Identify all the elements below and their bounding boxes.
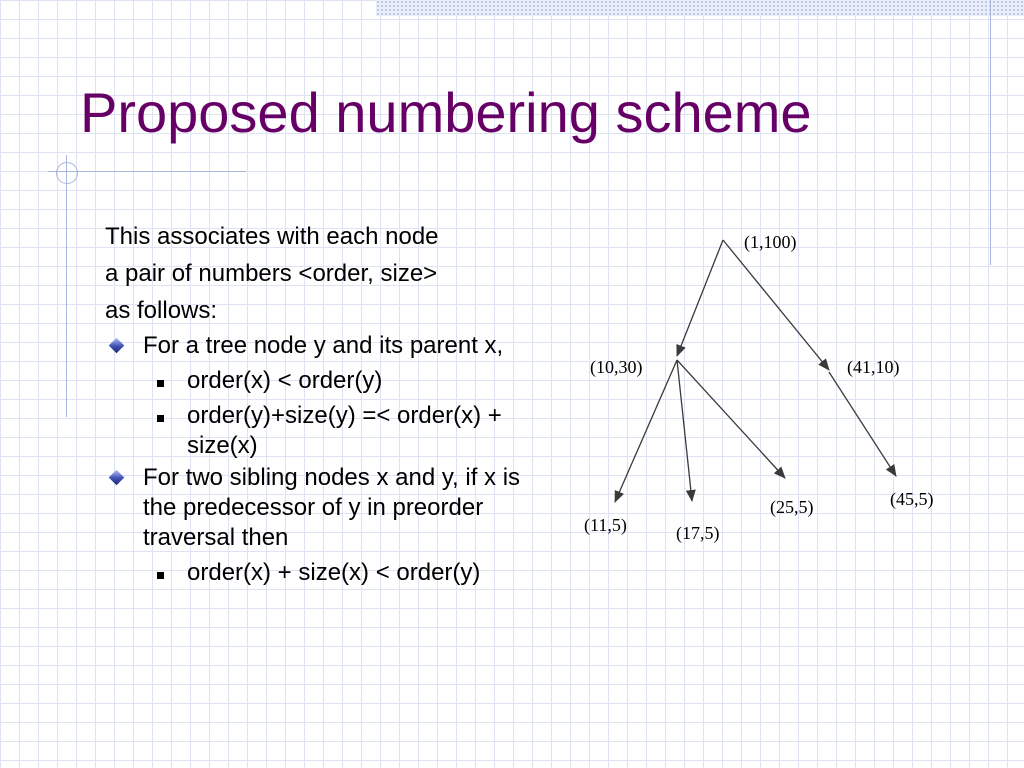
edge-root-to-10-30 xyxy=(677,240,723,356)
node-label-45-5: (45,5) xyxy=(890,489,934,509)
bullet-text: For two sibling nodes x and y, if x is the predecessor of y in preorder traversal then xyxy=(143,464,521,551)
edge-10-30-to-17-5 xyxy=(677,360,692,501)
edge-10-30-to-25-5 xyxy=(677,360,785,478)
sub-bullet-text: order(x) < order(y) xyxy=(187,367,383,394)
node-label-25-5: (25,5) xyxy=(770,497,814,517)
edge-root-to-41-10 xyxy=(723,240,829,370)
node-label-17-5: (17,5) xyxy=(676,523,720,543)
node-label-11-5: (11,5) xyxy=(584,515,627,535)
node-label-1-100: (1,100) xyxy=(744,232,797,252)
node-label-41-10: (41,10) xyxy=(847,357,900,377)
edge-41-10-to-45-5 xyxy=(829,372,896,476)
edge-10-30-to-11-5 xyxy=(615,360,677,502)
sub-bullet-text: order(y)+size(y) =< order(x) + size(x) xyxy=(187,402,502,459)
intro-line-3: as follows: xyxy=(105,297,218,324)
node-label-10-30: (10,30) xyxy=(590,357,643,377)
sub-bullet-text: order(x) + size(x) < order(y) xyxy=(187,559,481,586)
slide-title: Proposed numbering scheme xyxy=(80,81,812,144)
intro-line-2: a pair of numbers <order, size> xyxy=(105,260,438,287)
intro-line-1: This associates with each node xyxy=(105,223,439,250)
bullet-text: For a tree node y and its parent x, xyxy=(143,332,504,359)
